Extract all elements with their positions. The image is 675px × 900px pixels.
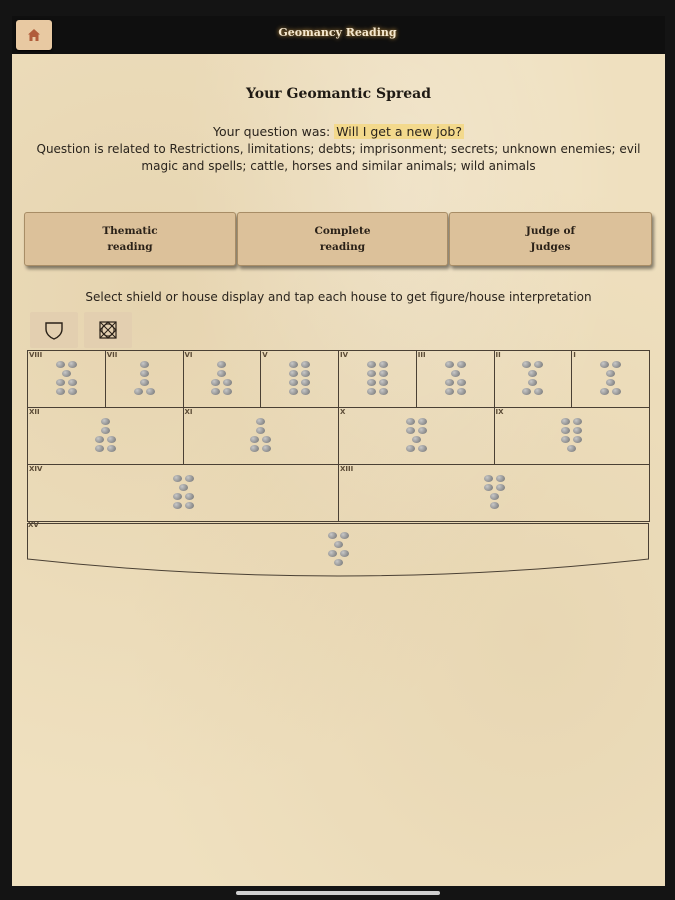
house-cell[interactable] — [260, 350, 339, 408]
figure-dot — [457, 379, 466, 386]
house-cell[interactable] — [183, 350, 262, 408]
question-line — [12, 124, 665, 139]
figure-dot — [445, 361, 454, 368]
shield-icon — [43, 319, 65, 341]
house-number: XI — [184, 408, 193, 416]
figure-dot — [612, 388, 621, 395]
question-text: Will I get a new job? — [336, 124, 462, 139]
house-cell[interactable] — [183, 407, 340, 465]
figure-dot — [301, 379, 310, 386]
figure-dot — [62, 370, 71, 377]
button-line: Thematic — [102, 225, 158, 237]
figure-dot — [600, 361, 609, 368]
house-cell[interactable] — [27, 407, 184, 465]
figure-dot — [406, 445, 415, 452]
house-number: XIII — [340, 465, 354, 473]
figure-dot — [217, 361, 226, 368]
button-line: reading — [107, 241, 153, 253]
figure-dot — [379, 361, 388, 368]
figure-dot — [179, 484, 188, 491]
geomantic-figure — [521, 360, 545, 396]
complete-reading-button[interactable] — [237, 212, 448, 266]
geomantic-figure — [54, 360, 78, 396]
figure-dot — [406, 427, 415, 434]
figure-dot — [146, 388, 155, 395]
instructions-text: Select shield or house display and tap each house to get figure/house interpretation — [85, 290, 592, 304]
figure-dot — [606, 370, 615, 377]
house-chart-icon — [97, 319, 119, 341]
figure-dot — [256, 418, 265, 425]
figure-dot — [56, 379, 65, 386]
house-number: X — [340, 408, 346, 416]
geomantic-figure — [599, 360, 623, 396]
figure-dot — [534, 388, 543, 395]
figure-dot — [445, 388, 454, 395]
figure-dot — [95, 436, 104, 443]
house-cell[interactable] — [27, 464, 339, 522]
house-number: II — [495, 351, 501, 359]
question-topics: Question is related to Restrictions, limitations; debts; imprisonment; secrets; unknown enemies; evil magic and spells; cattle, horses and similar animals; wild animals — [36, 142, 641, 173]
figure-dot — [573, 436, 582, 443]
house-number: IV — [340, 351, 349, 359]
figure-dot — [379, 388, 388, 395]
button-line: Judges — [530, 241, 571, 253]
figure-dot — [301, 370, 310, 377]
geomantic-figure — [560, 417, 584, 453]
figure-dot — [484, 475, 493, 482]
figure-dot — [457, 361, 466, 368]
figure-dot — [101, 427, 110, 434]
question-prefix: Your question was: — [213, 124, 335, 139]
geomantic-figure — [443, 360, 467, 396]
house-number: IX — [495, 408, 504, 416]
home-indicator — [236, 891, 440, 895]
geomantic-figure — [210, 360, 234, 396]
figure-dot — [522, 361, 531, 368]
figure-dot — [250, 445, 259, 452]
judge-of-judges-button[interactable] — [449, 212, 652, 266]
figure-dot — [289, 379, 298, 386]
figure-dot — [367, 361, 376, 368]
figure-dot — [406, 418, 415, 425]
figure-dot — [107, 436, 116, 443]
shield-view-tab[interactable] — [30, 312, 78, 348]
figure-dot — [606, 379, 615, 386]
thematic-reading-button[interactable] — [24, 212, 236, 266]
house-number: V — [262, 351, 268, 359]
figure-dot — [490, 493, 499, 500]
button-line: Complete — [314, 225, 371, 237]
figure-dot — [496, 475, 505, 482]
figure-dot — [101, 418, 110, 425]
figure-dot — [522, 388, 531, 395]
figure-dot — [134, 388, 143, 395]
geomantic-figure — [132, 360, 156, 396]
figure-dot — [185, 493, 194, 500]
button-line: reading — [319, 241, 366, 253]
figure-dot — [140, 361, 149, 368]
app-title: Geomancy Reading — [278, 26, 397, 39]
figure-dot — [573, 427, 582, 434]
figure-dot — [56, 388, 65, 395]
figure-dot — [301, 361, 310, 368]
figure-dot — [185, 475, 194, 482]
house-cell[interactable] — [338, 350, 417, 408]
geomantic-figure — [404, 417, 428, 453]
figure-dot — [140, 370, 149, 377]
figure-dot — [367, 370, 376, 377]
house-number: VII — [106, 351, 118, 359]
geomantic-figure — [365, 360, 389, 396]
figure-dot — [573, 418, 582, 425]
house-cell[interactable] — [338, 464, 650, 522]
geomantic-figure — [171, 474, 195, 510]
figure-dot — [612, 361, 621, 368]
figure-dot — [262, 445, 271, 452]
figure-dot — [68, 379, 77, 386]
figure-dot — [173, 493, 182, 500]
figure-dot — [301, 388, 310, 395]
figure-dot — [490, 502, 499, 509]
house-view-tab[interactable] — [84, 312, 132, 348]
figure-dot — [379, 370, 388, 377]
house-cell[interactable] — [105, 350, 184, 408]
figure-dot — [56, 361, 65, 368]
figure-dot — [211, 379, 220, 386]
figure-dot — [223, 388, 232, 395]
house-cell[interactable] — [338, 407, 495, 465]
house-number: XV — [28, 521, 39, 529]
figure-dot — [600, 388, 609, 395]
figure-dot — [289, 361, 298, 368]
figure-dot — [68, 361, 77, 368]
figure-dot — [451, 370, 460, 377]
geomantic-figure — [93, 417, 117, 453]
figure-dot — [379, 379, 388, 386]
figure-dot — [528, 379, 537, 386]
figure-dot — [95, 445, 104, 452]
figure-dot — [262, 436, 271, 443]
house-number: I — [573, 351, 576, 359]
figure-dot — [534, 361, 543, 368]
figure-dot — [445, 379, 454, 386]
figure-dot — [561, 436, 570, 443]
geomantic-figure — [482, 474, 506, 510]
parchment-content — [12, 54, 665, 886]
figure-dot — [496, 484, 505, 491]
figure-dot — [561, 427, 570, 434]
house-number: XIV — [29, 465, 43, 473]
geomantic-figure — [288, 360, 312, 396]
figure-dot — [107, 445, 116, 452]
figure-dot — [173, 475, 182, 482]
figure-dot — [561, 418, 570, 425]
figure-dot — [140, 379, 149, 386]
figure-dot — [418, 427, 427, 434]
geomantic-figure — [249, 417, 273, 453]
figure-dot — [68, 388, 77, 395]
figure-dot — [185, 502, 194, 509]
house-number: VI — [184, 351, 193, 359]
judge-frame — [27, 523, 649, 580]
page-title: Your Geomantic Spread — [245, 86, 432, 102]
figure-dot — [250, 436, 259, 443]
figure-dot — [567, 445, 576, 452]
figure-dot — [457, 388, 466, 395]
house-number: VIII — [29, 351, 43, 359]
house-cell[interactable] — [494, 350, 573, 408]
figure-dot — [289, 388, 298, 395]
button-line: Judge of — [525, 225, 576, 237]
figure-dot — [217, 370, 226, 377]
figure-dot — [484, 484, 493, 491]
house-number: III — [417, 351, 426, 359]
figure-dot — [418, 445, 427, 452]
house-cell[interactable] — [416, 350, 495, 408]
figure-dot — [289, 370, 298, 377]
house-cell[interactable] — [27, 350, 106, 408]
figure-dot — [412, 436, 421, 443]
house-number: XII — [29, 408, 40, 416]
figure-dot — [223, 379, 232, 386]
figure-dot — [367, 379, 376, 386]
house-cell[interactable] — [494, 407, 651, 465]
house-cell[interactable] — [571, 350, 650, 408]
figure-dot — [418, 418, 427, 425]
figure-dot — [211, 388, 220, 395]
figure-dot — [528, 370, 537, 377]
figure-dot — [173, 502, 182, 509]
figure-dot — [367, 388, 376, 395]
figure-dot — [256, 427, 265, 434]
